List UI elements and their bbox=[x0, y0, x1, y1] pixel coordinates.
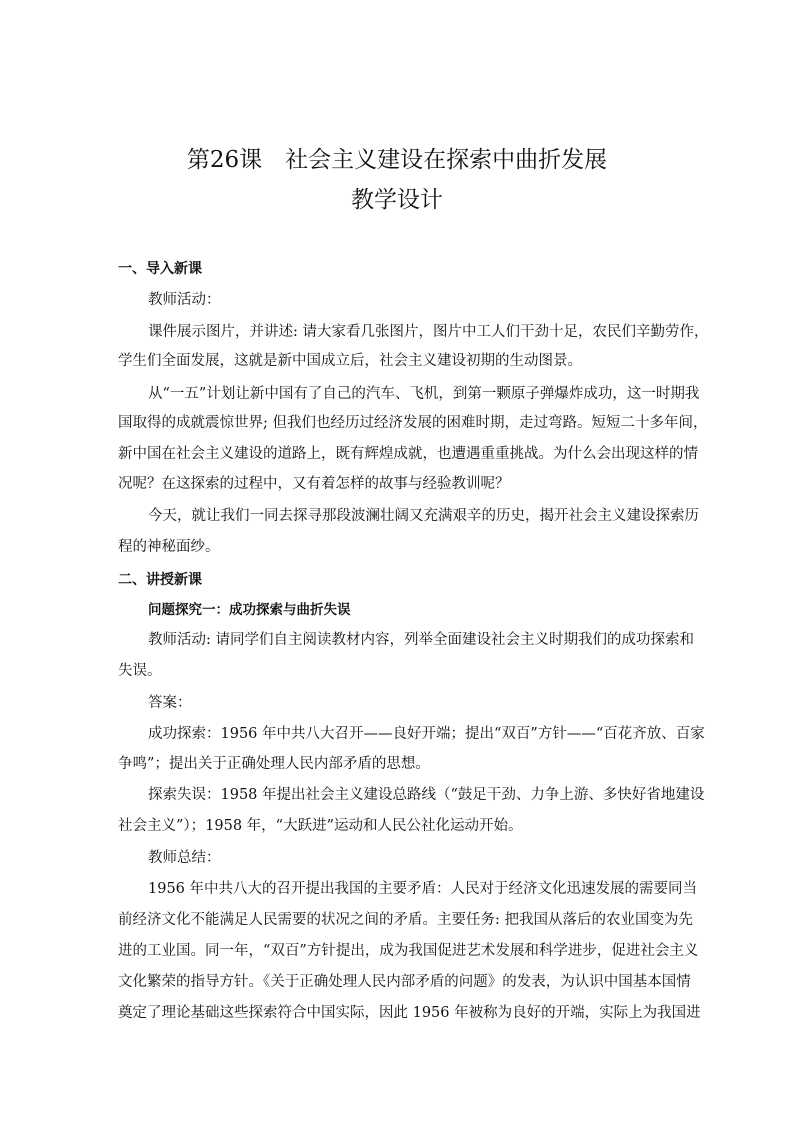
teacher-activity-line-1: 教师活动: 请同学们自主阅读教材内容，列举全面建设社会主义时期我们的成功探索和 bbox=[148, 632, 694, 648]
intro-paragraph-2-line-1: 从“一五”计划让新中国有了自己的汽车、飞机，到第一颗原子弹爆炸成功，这一时期我 bbox=[148, 386, 700, 402]
intro-paragraph-2-line-4: 况呢？在这探索的过程中，又有着怎样的故事与经验教训呢？ bbox=[118, 476, 510, 492]
summary-line-1: 1956 年中共八大的召开提出我国的主要矛盾：人民对于经济文化迅速发展的需要同当 bbox=[148, 881, 698, 897]
summary-line-5: 奠定了理论基础这些探索符合中国实际，因此 1956 年被称为良好的开端，实际上为我国进 bbox=[118, 1005, 701, 1021]
summary-line-2: 前经济文化不能满足人民需要的状况之间的矛盾。主要任务: 把我国从落后的农业国变为先 bbox=[118, 912, 693, 928]
success-line-1: 成功探索：1956 年中共八大召开——良好开端；提出“双百”方针——“百花齐放、百家 bbox=[148, 726, 705, 742]
mistakes-line-1: 探索失误：1958 年提出社会主义建设总路线（“鼓足干劲、力争上游、多快好省地建设 bbox=[148, 787, 705, 803]
success-line-2: 争鸣”；提出关于正确处理人民内部矛盾的思想。 bbox=[118, 756, 430, 772]
document-title: 第26课 社会主义建设在探索中曲折发展 bbox=[186, 147, 608, 173]
problem-heading: 问题探究一：成功探索与曲折失误 bbox=[148, 602, 351, 618]
intro-paragraph-2-line-2: 国取得的成就震惊世界; 但我们也经历过经济发展的困难时期，走过弯路。短短二十多年间， bbox=[118, 415, 708, 431]
answer-label: 答案： bbox=[148, 695, 192, 711]
intro-paragraph-1-line-1: 课件展示图片，并讲述: 请大家看几张图片，图片中工人们干劲十足，农民们辛勤劳作， bbox=[148, 324, 709, 340]
summary-line-4: 文化繁荣的指导方针。《关于正确处理人民内部矛盾的问题》的发表，为认识中国基本国情 bbox=[118, 974, 691, 990]
summary-label: 教师总结： bbox=[148, 850, 221, 866]
teacher-activity-label: 教师活动： bbox=[148, 292, 221, 308]
document-subtitle: 教学设计 bbox=[351, 187, 443, 213]
section-heading-intro: 一、导入新课 bbox=[118, 261, 202, 277]
intro-paragraph-3-line-1: 今天，就让我们一同去探寻那段波澜壮阔又充满艰辛的历史，揭开社会主义建设探索历 bbox=[148, 508, 699, 524]
mistakes-line-2: 社会主义”）；1958 年，“大跃进”运动和人民公社化运动开始。 bbox=[118, 818, 523, 834]
intro-paragraph-1-line-2: 学生们全面发展，这就是新中国成立后，社会主义建设初期的生动图景。 bbox=[118, 353, 582, 369]
teacher-activity-line-2: 失误。 bbox=[118, 663, 162, 679]
intro-paragraph-3-line-2: 程的神秘面纱。 bbox=[118, 539, 220, 555]
intro-paragraph-2-line-3: 新中国在社会主义建设的道路上，既有辉煌成就，也遭遇重重挑战。为什么会出现这样的情 bbox=[118, 446, 698, 462]
summary-line-3: 进的工业国。同一年，“双百”方针提出，成为我国促进艺术发展和科学进步，促进社会主义 bbox=[118, 943, 699, 959]
section-heading-teaching: 二、讲授新课 bbox=[118, 572, 202, 588]
